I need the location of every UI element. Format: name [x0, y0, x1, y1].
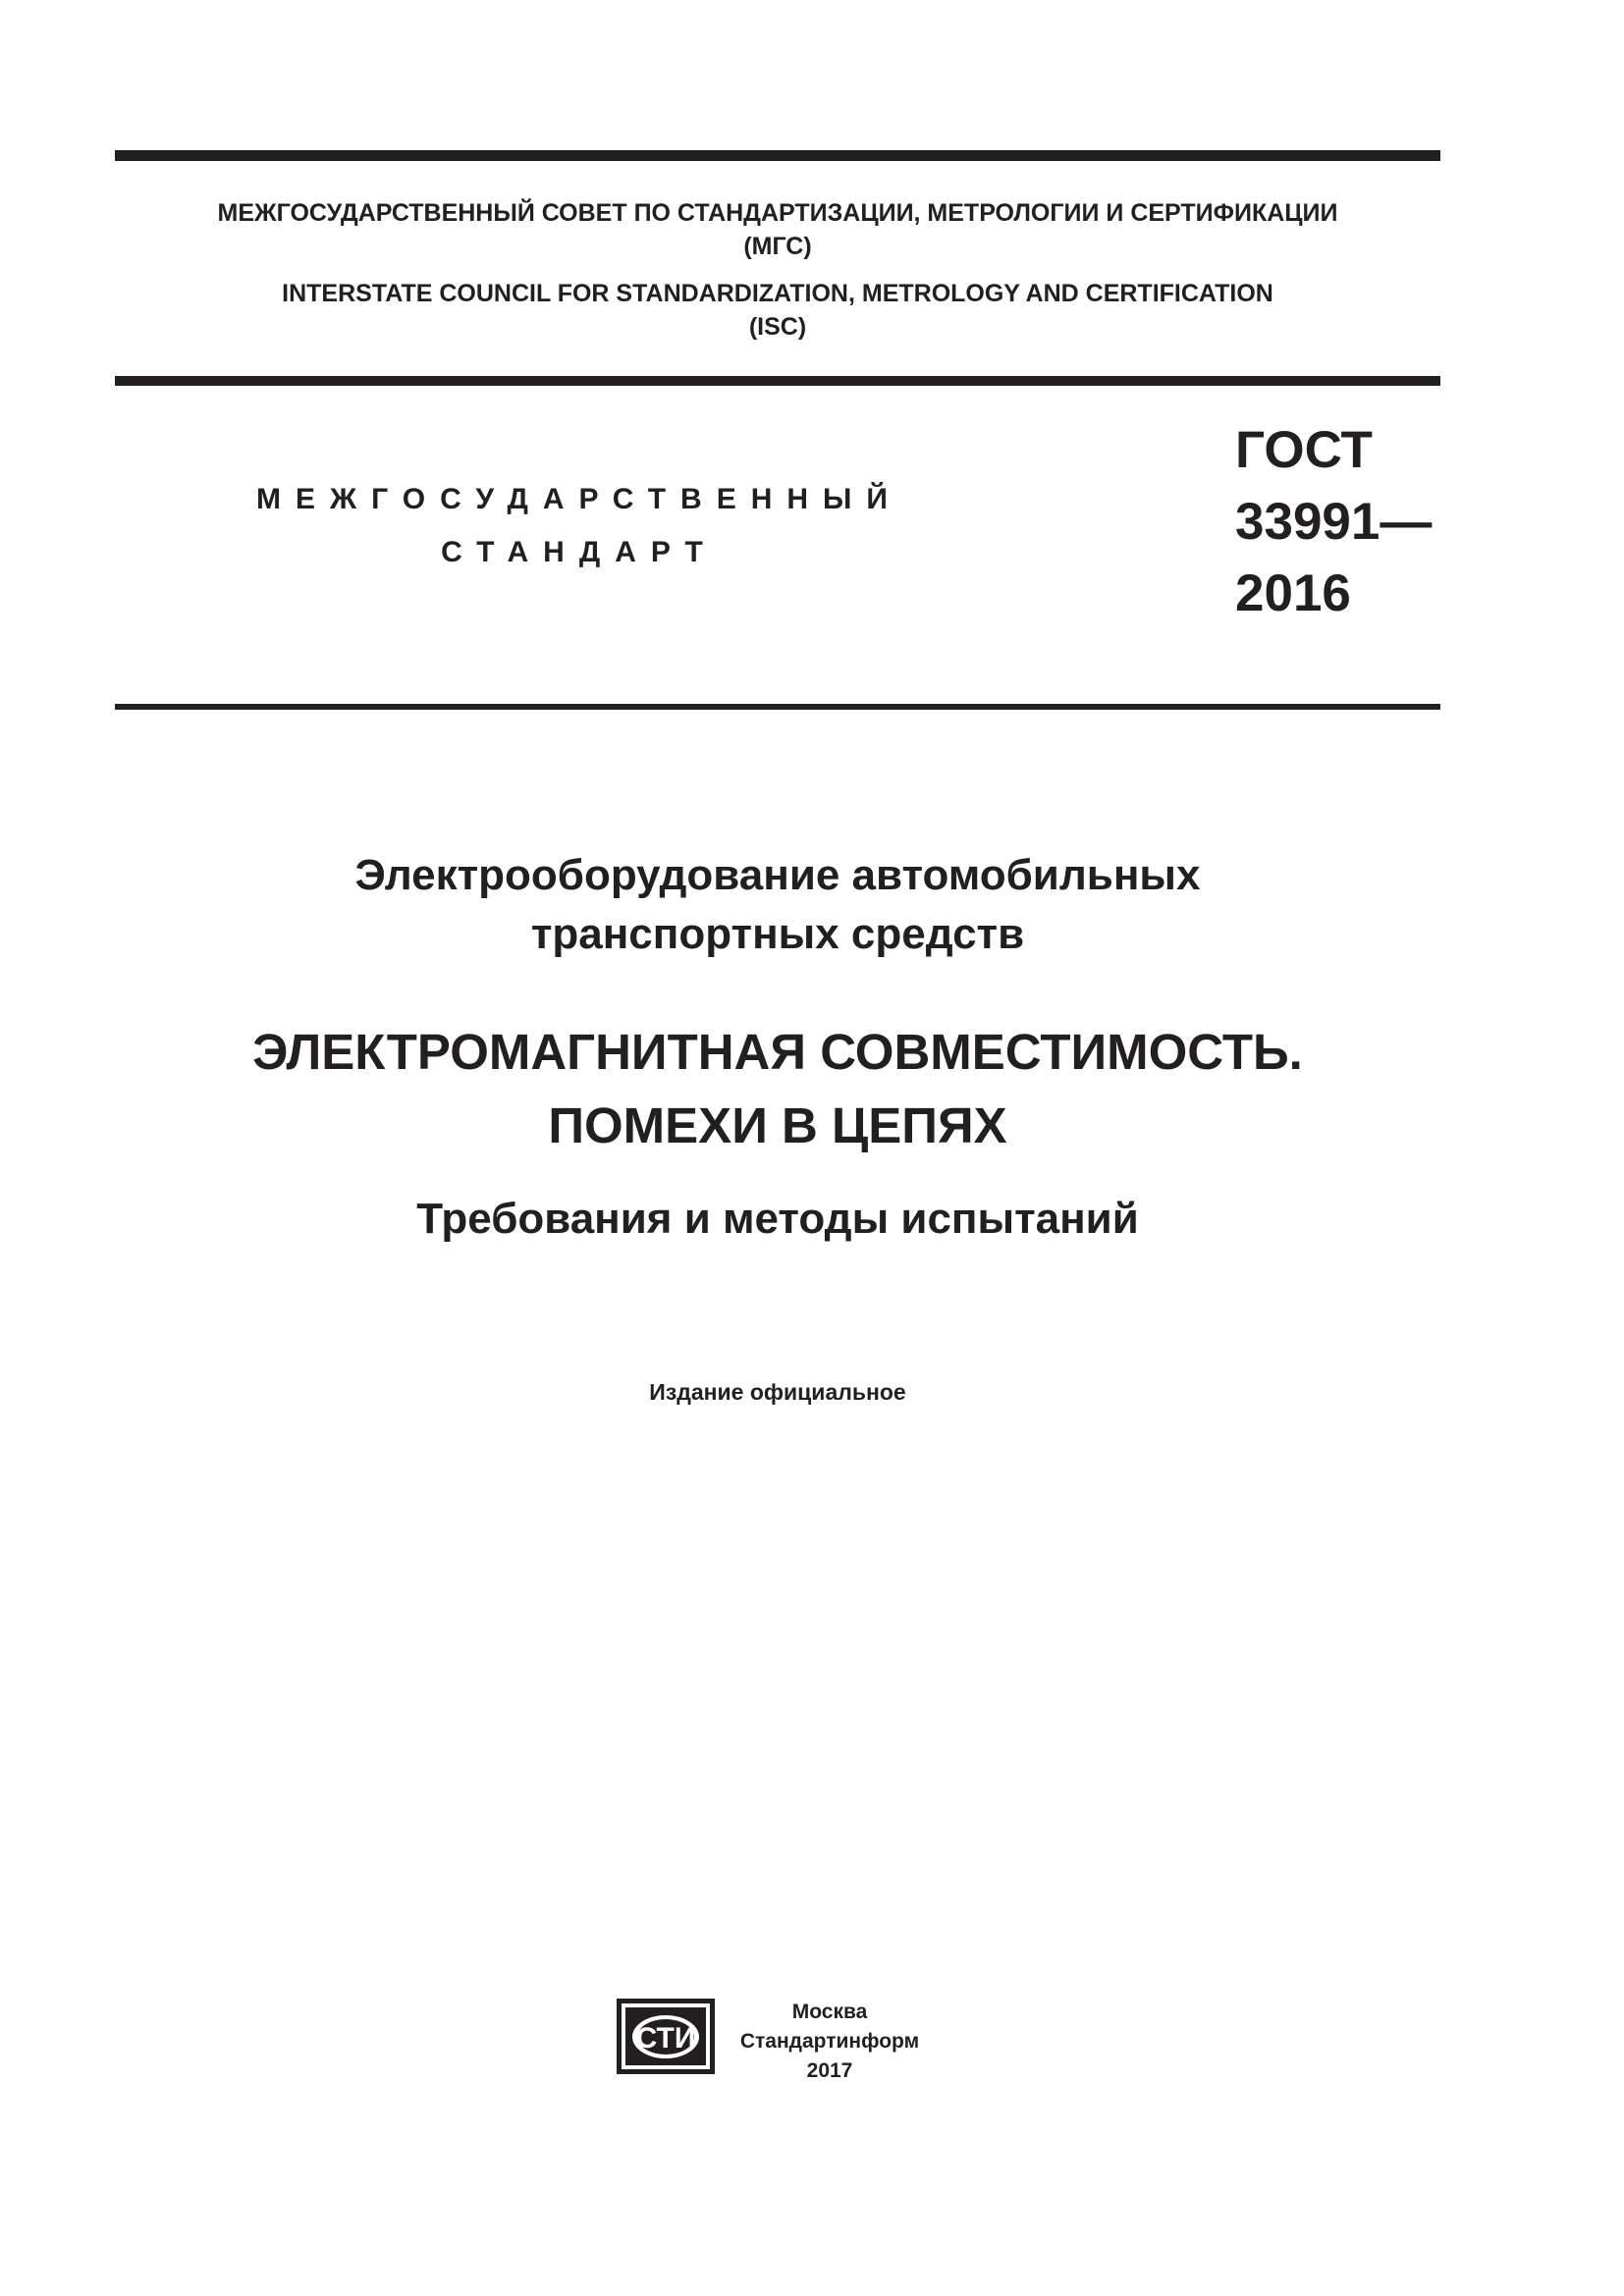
- main-title-line2: ПОМЕХИ В ЦЕПЯХ: [548, 1097, 1007, 1153]
- middle-divider: [115, 376, 1440, 386]
- document-subject: [115, 846, 1440, 964]
- bottom-divider: [115, 704, 1440, 710]
- standartinform-logo-icon: [617, 1999, 715, 2074]
- publisher-name: Стандартинформ: [739, 2030, 920, 2053]
- council-name-en: [115, 277, 1440, 344]
- standard-type-line2: СТАНДАРТ: [441, 536, 718, 568]
- publisher-info: [731, 1998, 928, 2086]
- council-abbr-en: (ISC): [748, 313, 807, 341]
- logo-lettering: СТИ: [635, 2022, 696, 2055]
- gost-prefix: ГОСТ: [1235, 421, 1373, 479]
- document-subtitle: Требования и методы испытаний: [416, 1195, 1139, 1243]
- publisher-year: 2017: [806, 2059, 853, 2082]
- publisher-city: Москва: [791, 2001, 868, 2023]
- standard-type-line1: МЕЖГОСУДАРСТВЕННЫЙ: [256, 483, 902, 515]
- document-main-title: [115, 1015, 1440, 1162]
- edition-note: Издание официальное: [649, 1379, 906, 1405]
- council-name-en-line1: INTERSTATE COUNCIL FOR STANDARDIZATION, METROLOGY AND CERTIFICATION: [282, 280, 1273, 307]
- council-name-ru-line1: МЕЖГОСУДАРСТВЕННЫЙ СОВЕТ ПО СТАНДАРТИЗАЦИИ, МЕТРОЛОГИИ И СЕРТИФИКАЦИИ: [217, 199, 1338, 227]
- top-divider: [115, 150, 1440, 161]
- gost-number: 33991—: [1235, 493, 1433, 551]
- council-name-ru: [115, 196, 1440, 263]
- gost-year: 2016: [1235, 564, 1351, 622]
- council-abbr-ru: (МГС): [743, 233, 812, 260]
- standard-type: [245, 473, 913, 579]
- subject-line1: Электрооборудование автомобильных: [354, 851, 1201, 899]
- main-title-line1: ЭЛЕКТРОМАГНИТНАЯ СОВМЕСТИМОСТЬ.: [252, 1024, 1303, 1080]
- gost-designation: [1235, 414, 1432, 629]
- subject-line2: транспортных средств: [530, 910, 1025, 958]
